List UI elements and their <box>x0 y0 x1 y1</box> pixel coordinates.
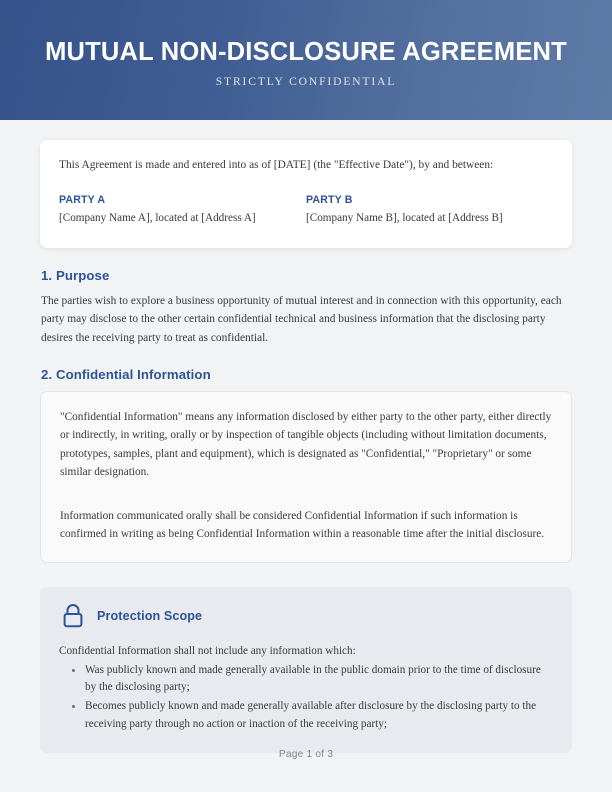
protection-scope-panel <box>40 587 572 753</box>
section-confidential-information <box>40 367 572 563</box>
lock-icon <box>61 603 85 629</box>
section-purpose <box>40 268 572 347</box>
party-b-label: PARTY B <box>306 193 353 206</box>
document-footer <box>0 744 612 762</box>
parties-card <box>40 140 572 248</box>
document-header <box>0 0 612 120</box>
list-item: Was publicly known and made generally available in the public domain prior to the time of disclosure by the disclosing party; <box>85 662 553 697</box>
party-b-detail: [Company Name B], located at [Address B] <box>306 211 503 224</box>
parties-row <box>59 194 553 227</box>
page-title: MUTUAL NON-DISCLOSURE AGREEMENT <box>45 37 567 66</box>
document-content <box>0 120 612 792</box>
page-number: Page 1 of 3 <box>278 749 334 760</box>
party-a-label: PARTY A <box>59 193 106 206</box>
party-a-block <box>59 194 306 227</box>
agreement-intro-text: This Agreement is made and entered into as of [DATE] (the "Effective Date"), by and between: <box>59 159 494 171</box>
definition-paragraph-1: "Confidential Information" means any information disclosed by either party to the other party, either directly or indirectly, in writing, orally or by inspection of tangible objects (including without limitation documents, prototypes, samples, plant and equipment), which is designated as "Confidential," "Proprietary" or some similar designation. <box>60 410 552 478</box>
protection-scope-intro: Confidential Information shall not include any information which: <box>59 644 356 657</box>
definition-box <box>40 391 572 563</box>
document-subtitle: STRICTLY CONFIDENTIAL <box>215 76 397 89</box>
exclusions-list <box>59 662 553 733</box>
party-a-detail: [Company Name A], located at [Address A] <box>59 211 256 224</box>
definition-paragraph-2: Information communicated orally shall be considered Confidential Information if such information is confirmed in writing as being Confidential Information within a reasonable time after the initial disclosure. <box>60 510 545 541</box>
protection-scope-title: Protection Scope <box>97 608 203 623</box>
section-purpose-heading: 1. Purpose <box>41 268 110 284</box>
section-purpose-body: The parties wish to explore a business opportunity of mutual interest and in connection with this opportunity, each party may disclose to the other certain confidential technical and business information that the disclosing party desires the receiving party to treat as confidential. <box>41 295 562 344</box>
protection-scope-header <box>59 603 553 629</box>
party-b-block <box>306 194 553 227</box>
list-item: Becomes publicly known and made generally available after disclosure by the disclosing party to the receiving party through no action or inaction of the receiving party; <box>85 698 553 733</box>
section-confidential-information-heading: 2. Confidential Information <box>41 366 211 382</box>
